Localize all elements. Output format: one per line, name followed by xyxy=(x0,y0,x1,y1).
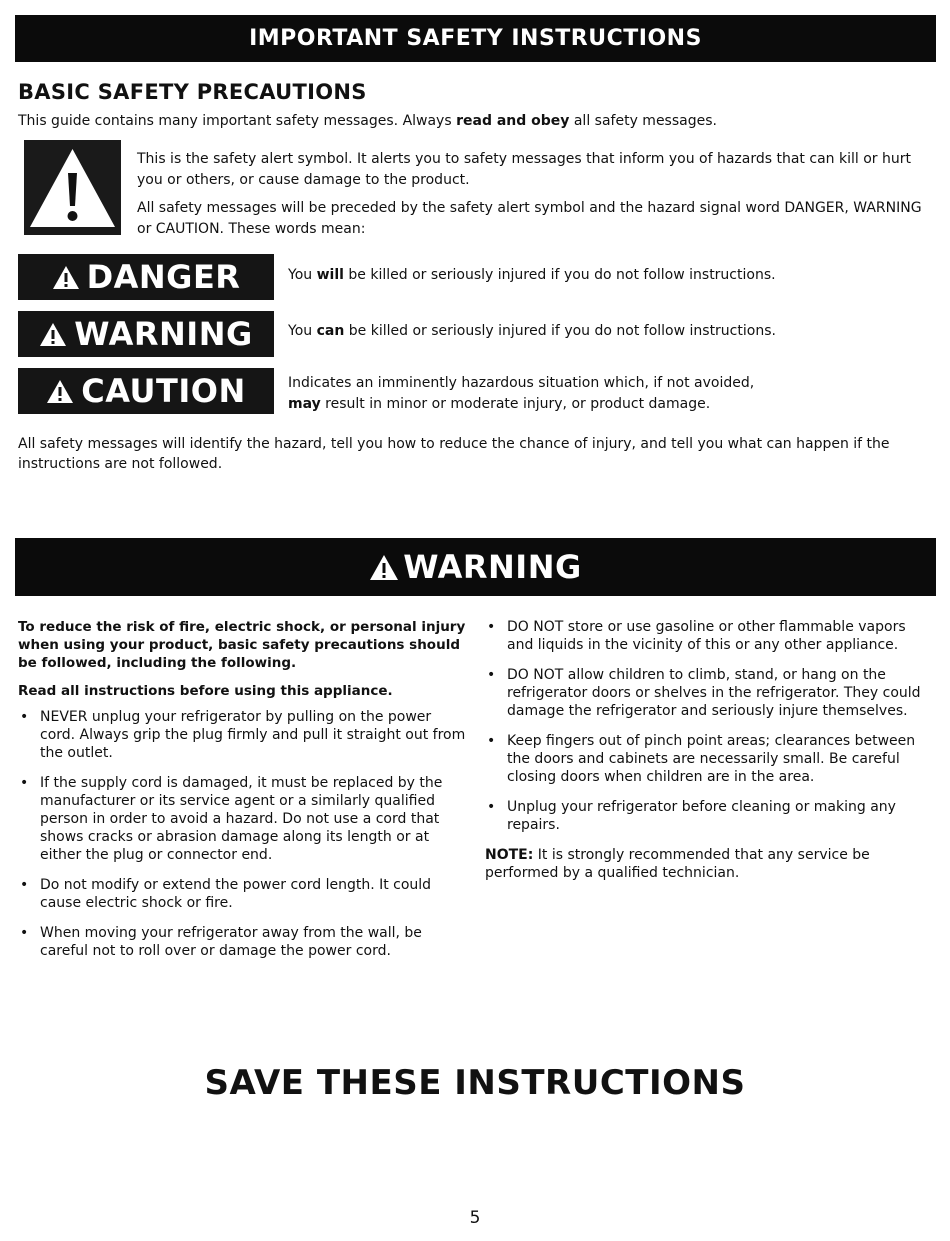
list-item: • DO NOT store or use gasoline or other flammable vapors and liquids in the vicinity of this or any other appliance. xyxy=(485,618,935,654)
list-item: • NEVER unplug your refrigerator by pulling on the power cord. Always grip the plug firmly and pull it straight out from the outlet. xyxy=(18,708,466,762)
read-all-instructions: Read all instructions before using this appliance. xyxy=(18,683,393,699)
warning-left-column xyxy=(18,618,466,972)
closing-paragraph: All safety messages will identify the hazard, tell you how to reduce the chance of injury, and tell you what can happen if the instructions are not followed. xyxy=(18,436,890,472)
warning-triangle-icon xyxy=(39,322,67,347)
list-item: • If the supply cord is damaged, it must be replaced by the manufacturer or its service agent or a similarly qualified person in order to avoid a hazard. Do not use a cord that shows cracks or abrasion damage along its length or at either the plug or connector end. xyxy=(18,774,466,864)
warning-triangle-icon xyxy=(52,265,80,290)
warning-triangle-icon xyxy=(369,554,399,581)
note-text: It is strongly recommended that any service be performed by a qualified technician. xyxy=(485,847,870,881)
caution-word: CAUTION xyxy=(81,372,246,410)
banner-title: IMPORTANT SAFETY INSTRUCTIONS xyxy=(249,26,702,51)
intro-part: all safety messages. xyxy=(569,113,717,129)
note-label: NOTE: xyxy=(485,847,534,863)
service-note xyxy=(485,846,935,882)
caution-signal-panel xyxy=(18,368,274,414)
safety-alert-symbol xyxy=(24,140,121,235)
warning-right-column xyxy=(485,618,935,882)
alert-paragraph: All safety messages will be preceded by the safety alert symbol and the hazard signal word DANGER, WARNING or CAUTION. These words mean: xyxy=(137,200,922,237)
right-bullet-list xyxy=(485,618,935,834)
warning-triangle-icon xyxy=(46,379,74,404)
warning-description xyxy=(288,321,928,342)
desc-emphasis: may xyxy=(288,396,321,412)
desc-emphasis: will xyxy=(316,267,344,283)
alert-paragraph: This is the safety alert symbol. It alerts you to safety messages that inform you of hazards that can kill or hurt you or others, or cause damage to the product. xyxy=(137,151,911,188)
list-item: • Keep fingers out of pinch point areas; clearances between the doors and cabinets are necessarily small. Be careful closing doors when children are in the area. xyxy=(485,732,935,786)
intro-part: This guide contains many important safety messages. Always xyxy=(18,113,457,129)
desc-part: be killed or seriously injured if you do not follow instructions. xyxy=(344,323,776,339)
warning-banner xyxy=(15,538,936,596)
list-item: • DO NOT allow children to climb, stand, or hang on the refrigerator doors or shelves in the refrigerator. They could damage the refrigerator and seriously injure themselves. xyxy=(485,666,935,720)
warning-banner-title: WARNING xyxy=(403,548,582,586)
desc-part: You xyxy=(288,267,317,283)
save-instructions-heading: SAVE THESE INSTRUCTIONS xyxy=(204,1063,746,1103)
warning-triangle-icon xyxy=(24,140,121,235)
safety-instructions-banner xyxy=(15,15,936,62)
warning-word: WARNING xyxy=(74,315,253,353)
alert-symbol-description xyxy=(137,149,927,247)
desc-part: result in minor or moderate injury, or product damage. xyxy=(320,396,711,412)
desc-emphasis: can xyxy=(316,323,345,339)
left-bullet-list xyxy=(18,708,466,960)
list-item: • Do not modify or extend the power cord length. It could cause electric shock or fire. xyxy=(18,876,466,912)
danger-signal-panel xyxy=(18,254,274,300)
danger-word: DANGER xyxy=(86,258,241,296)
section-heading: BASIC SAFETY PRECAUTIONS xyxy=(18,80,367,104)
intro-emphasis: read and obey xyxy=(456,113,570,129)
desc-line: Indicates an imminently hazardous situation which, if not avoided, xyxy=(288,375,755,391)
caution-description xyxy=(288,373,928,415)
list-item: • Unplug your refrigerator before cleaning or making any repairs. xyxy=(485,798,935,834)
warning-lead: To reduce the risk of fire, electric shock, or personal injury when using your product, basic safety precautions should be followed, including the following. xyxy=(18,619,466,671)
desc-part: be killed or seriously injured if you do not follow instructions. xyxy=(343,267,776,283)
page-number: 5 xyxy=(469,1208,481,1228)
desc-part: You xyxy=(288,323,317,339)
danger-description xyxy=(288,265,928,286)
intro-text xyxy=(18,113,717,129)
warning-signal-panel xyxy=(18,311,274,357)
list-item: • When moving your refrigerator away from the wall, be careful not to roll over or damage the power cord. xyxy=(18,924,466,960)
desc-line xyxy=(288,394,928,415)
